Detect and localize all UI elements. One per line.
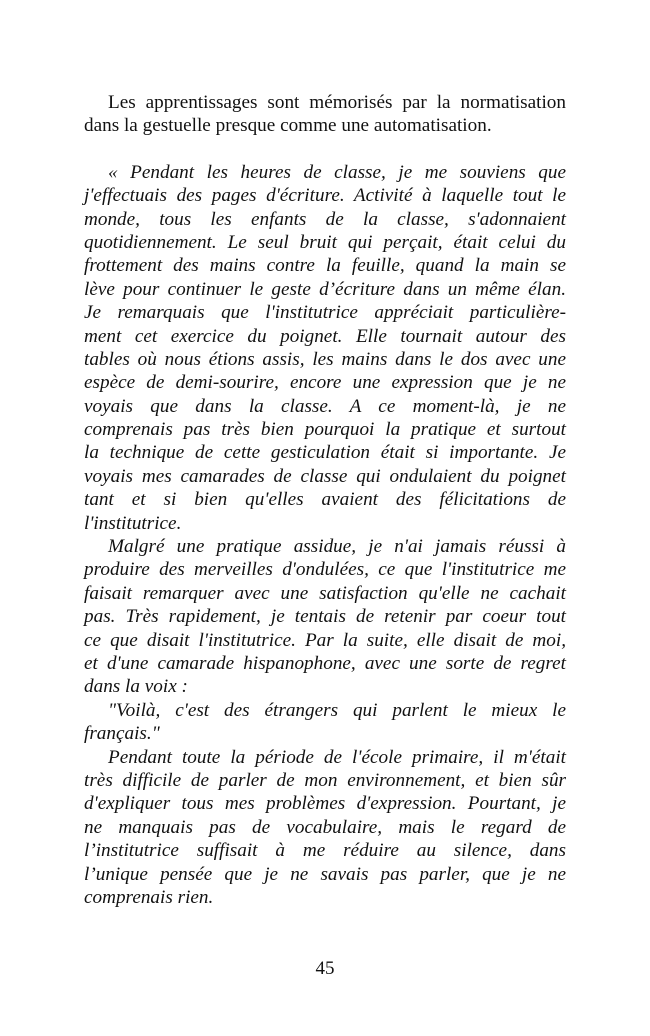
text-line: l'institutrice. (84, 512, 182, 534)
text-line: l’unique pensée que je ne savais pas parler, que je ne (84, 863, 566, 885)
text-line: la technique de cette gesticulation était si importante. Je (84, 442, 566, 464)
paragraph-quote-1 (84, 161, 566, 535)
text-line: faisait remarquer avec une satisfaction qu'elle ne cachait (84, 582, 566, 604)
paragraph-quote-4 (84, 746, 566, 910)
text-line: dans la gestuelle presque comme une automatisation. (84, 115, 492, 137)
text-line: quotidiennement. Le seul bruit qui perçait, était celui du (84, 231, 566, 253)
text-line: français." (84, 723, 160, 745)
text-line: l’institutrice suffisait à me réduire au silence, dans (84, 840, 566, 862)
page-number: 45 (315, 958, 335, 979)
text-line: produire des merveilles d'ondulées, ce que l'institutrice me (84, 559, 566, 581)
text-line: très difficile de parler de mon environnement, et bien sûr (84, 769, 566, 791)
text-line: ne manquais pas de vocabulaire, mais le regard de (84, 816, 566, 838)
text-line: tables où nous étions assis, les mains dans le dos avec une (84, 348, 566, 370)
text-line: comprenais pas très bien pourquoi la pratique et surtout (84, 419, 566, 441)
text-line: monde, tous les enfants de la classe, s'adonnaient (84, 208, 566, 230)
text-line: Pendant toute la période de l'école primaire, il m'était (108, 746, 566, 768)
text-line: d'expliquer tous mes problèmes d'expression. Pourtant, je (84, 793, 566, 815)
text-line: frottement des mains contre la feuille, quand la main se (84, 255, 566, 277)
text-line: lève pour continuer le geste d’écriture dans un même élan. (84, 278, 566, 300)
text-line: pas. Très rapidement, je tentais de retenir par coeur tout (84, 606, 566, 628)
text-line: comprenais rien. (84, 886, 214, 908)
paragraph-intro (84, 91, 566, 138)
text-line: Les apprentissages sont mémorisés par la normatisation (108, 92, 566, 113)
paragraph-gap (84, 138, 566, 161)
text-line: Malgré une pratique assidue, je n'ai jamais réussi à (108, 536, 566, 558)
text-line: ce que disait l'institutrice. Par la suite, elle disait de moi, (84, 629, 566, 651)
paragraph-quote-2 (84, 535, 566, 699)
paragraph-quote-3 (84, 699, 566, 746)
text-line: et d'une camarade hispanophone, avec une sorte de regret (84, 652, 566, 674)
text-line: j'effectuais des pages d'écriture. Activité à laquelle tout le (84, 185, 566, 207)
text-line: "Voilà, c'est des étrangers qui parlent le mieux le (108, 699, 566, 721)
text-line: ment cet exercice du poignet. Elle tournait autour des (84, 325, 566, 347)
text-line: voyais que dans la classe. A ce moment-là, je ne (84, 395, 566, 417)
text-line: tant et si bien qu'elles avaient des félicitations de (84, 489, 566, 511)
page-body (84, 91, 566, 909)
text-line: « Pendant les heures de classe, je me souviens que (108, 161, 566, 183)
text-line: Je remarquais que l'institutrice appréciait particulière- (84, 302, 566, 324)
text-line: dans la voix : (84, 676, 188, 698)
text-line: voyais mes camarades de classe qui ondulaient du poignet (84, 465, 566, 487)
text-line: espèce de demi-sourire, encore une expression que je ne (84, 372, 566, 394)
